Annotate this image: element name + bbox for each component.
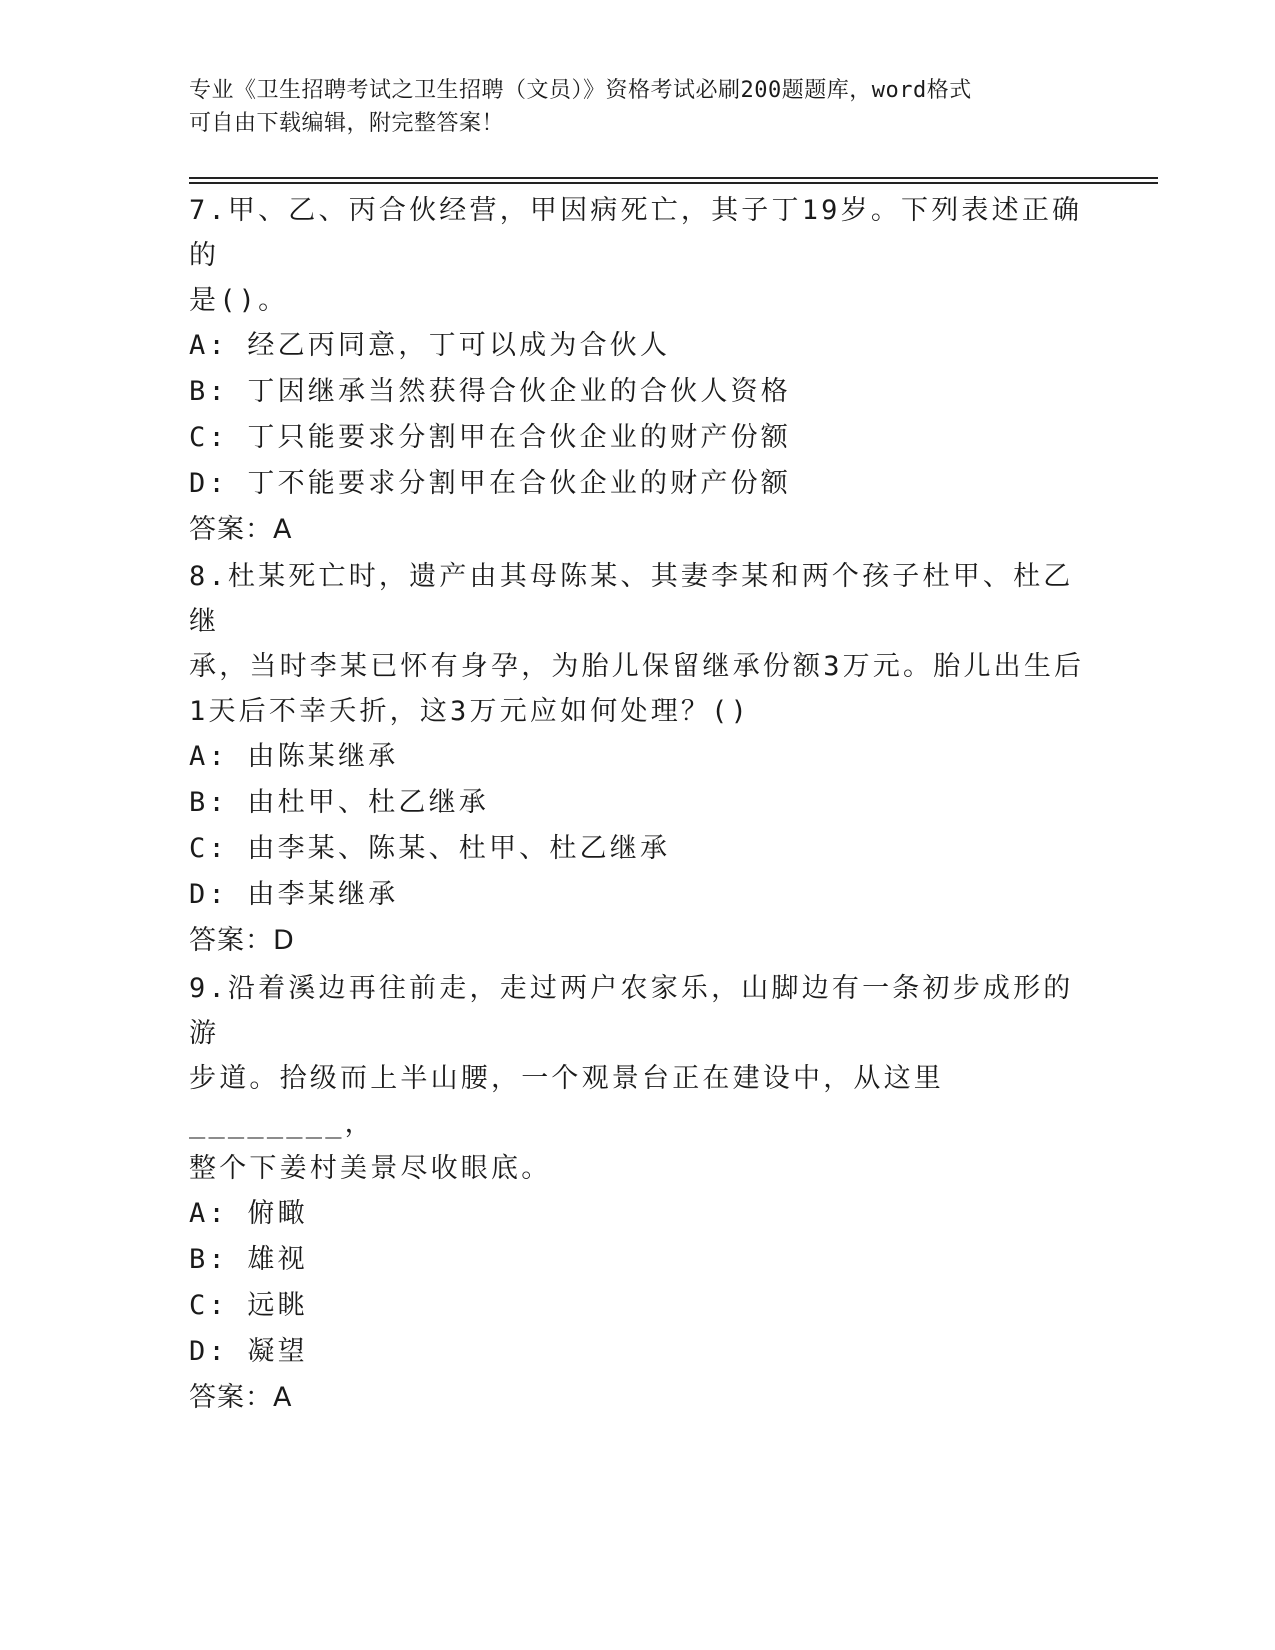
question-7 [189, 188, 1089, 553]
question-stem-line: 步道。拾级而上半山腰，一个观景台正在建设中，从这里________， [189, 1063, 944, 1139]
option-b: B: 雄视 [189, 1244, 308, 1275]
option-b: B: 丁因继承当然获得合伙企业的合伙人资格 [189, 376, 791, 407]
document-header [189, 74, 1069, 140]
question-stem-line: 是()。 [189, 285, 289, 316]
answer-line: 答案：A [189, 514, 293, 545]
question-stem-line: 整个下姜村美景尽收眼底。 [189, 1153, 552, 1184]
option-a: A: 经乙丙同意，丁可以成为合伙人 [189, 330, 671, 361]
header-divider-bottom [189, 182, 1158, 184]
question-stem-line: 1天后不幸夭折，这3万元应如何处理？() [189, 696, 751, 727]
option-b: B: 由杜甲、杜乙继承 [189, 787, 489, 818]
option-c: C: 由李某、陈某、杜甲、杜乙继承 [189, 833, 671, 864]
option-d: D: 由李某继承 [189, 879, 399, 910]
header-divider-top [189, 177, 1158, 179]
option-a: A: 俯瞰 [189, 1198, 308, 1229]
question-9 [189, 966, 1089, 1421]
question-stem-line: 承，当时李某已怀有身孕，为胎儿保留继承份额3万元。胎儿出生后 [189, 651, 1085, 682]
option-d: D: 凝望 [189, 1336, 308, 1367]
option-d: D: 丁不能要求分割甲在合伙企业的财产份额 [189, 468, 791, 499]
option-c: C: 远眺 [189, 1290, 308, 1321]
header-line-2: 可自由下载编辑，附完整答案！ [189, 111, 505, 136]
option-c: C: 丁只能要求分割甲在合伙企业的财产份额 [189, 422, 791, 453]
question-stem-line: 8.杜某死亡时，遗产由其母陈某、其妻李某和两个孩子杜甲、杜乙继 [189, 561, 1074, 637]
answer-line: 答案：A [189, 1382, 293, 1413]
question-8 [189, 554, 1089, 964]
answer-line: 答案：D [189, 925, 295, 956]
question-stem-line: 7.甲、乙、丙合伙经营，甲因病死亡，其子丁19岁。下列表述正确的 [189, 195, 1083, 271]
option-a: A: 由陈某继承 [189, 741, 399, 772]
question-stem-line: 9.沿着溪边再往前走，走过两户农家乐，山脚边有一条初步成形的游 [189, 973, 1074, 1049]
header-line-1: 专业《卫生招聘考试之卫生招聘（文员）》资格考试必刷200题题库，word格式 [189, 78, 972, 103]
